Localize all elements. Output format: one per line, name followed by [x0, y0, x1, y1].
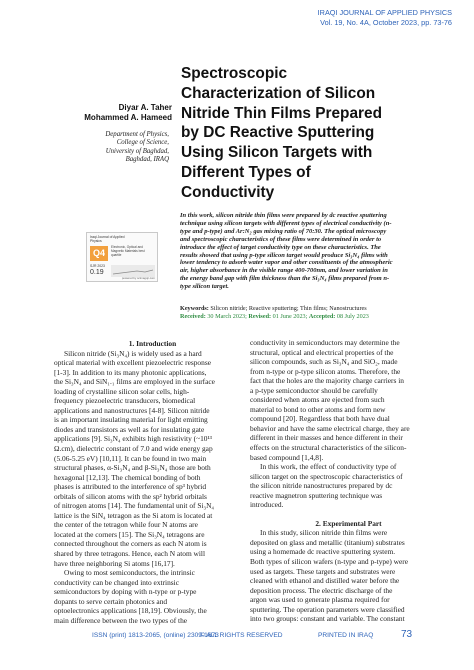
body-text-line: applications [9]. Si₃N₄ exhibits high resistivity (~10¹³	[54, 434, 212, 444]
affiliation	[49, 131, 169, 164]
body-text-line: frequency piezoelectric transducers, biomedical	[54, 396, 196, 406]
body-text-line: optoelectronics applications [18,19]. Obviously, the	[54, 606, 207, 616]
abstract-line: In this work, silicon nitride thin films were prepared by dc reactive sputtering	[180, 212, 387, 219]
quartile-badge: Q4	[90, 246, 108, 261]
body-text-line: diodes and transistors as well as for insulating gate	[54, 424, 205, 434]
title-line: by DC Reactive Sputtering	[181, 124, 375, 142]
revised-date: 01 June 2023;	[272, 312, 308, 320]
body-text-line: [1-3]. In addition to its many photonic applications,	[54, 367, 207, 377]
page-number: 73	[401, 629, 413, 640]
body-text-line: have three neighboring Si atoms [16,17].	[54, 558, 175, 568]
body-text-line: main difference between the two types of the	[54, 615, 188, 625]
keywords-label: Keywords:	[180, 305, 209, 312]
body-text-line: deposited on glass and metallic (titanium) substrates	[250, 537, 405, 547]
body-text-line: behavior and have the same electrical charge, they are	[250, 423, 410, 433]
abstract-line: introduce the effect of target conductivity type on these characteristics. The	[180, 243, 381, 251]
badge-category: Electronic, Optical and Magnetic Materials best quartile	[111, 245, 145, 257]
received-label: Received:	[180, 312, 206, 320]
body-text-line: Both types of silicon wafers (n-type and p-type) were	[250, 557, 409, 567]
body-text-line: Silicon nitride (Si₃N₄) is widely used as a hard	[64, 348, 202, 358]
journal-name: IRAQI JOURNAL OF APPLIED PHYSICS	[317, 8, 452, 17]
accepted-date: 08 July 2023	[336, 312, 369, 320]
body-text-line: located at the corners [15]. The Si₃N₄ tetragons are	[54, 529, 205, 539]
revised-label: Revised:	[248, 312, 272, 320]
title-line: Characterization of Silicon	[181, 84, 376, 102]
affiliation-line: Baghdad, IRAQ	[125, 155, 169, 163]
body-text-line: based compound [1,4,8].	[250, 452, 324, 462]
scimago-badge[interactable]	[86, 232, 158, 282]
title-line: Nitride Thin Films Prepared	[181, 104, 382, 122]
body-text-line: material to bond to other atoms and form new	[250, 404, 386, 414]
accepted-label: Accepted:	[308, 312, 336, 320]
left-column	[54, 338, 251, 625]
body-text-line: connected throughout the corners as each N atom is	[54, 539, 207, 549]
author: Mohammed A. Hameed	[84, 113, 172, 122]
body-text-line: cleaned with ethanol and distilled water before the	[250, 576, 400, 586]
keywords-block	[180, 305, 463, 320]
body-text-line: is an important insulating material for light emitting	[54, 415, 208, 425]
body-text-line: semiconductors by doping with n-type or p-type	[54, 587, 197, 597]
body-text-line: In this work, the effect of conductivity type of	[260, 462, 397, 472]
received-date: 30 March 2023;	[207, 312, 247, 320]
affiliation-line: University of Baghdad,	[105, 147, 169, 155]
sjr-value: 0.19	[90, 269, 104, 276]
body-text-line: silicon compounds, such as Si₃N₄ and SiO₂, made	[250, 357, 398, 367]
abstract-line: air, higher absorbance in the visible range 400-700nm, and lower variation in	[180, 267, 388, 275]
abstract-line: type silicon target.	[180, 283, 229, 291]
body-text-line: In this study, silicon nitride thin films were	[260, 528, 388, 538]
body-text-line: a p-type semiconductor should be carefully	[250, 385, 378, 395]
body-text-line: effects on the structural characteristics of the silicon-	[250, 443, 407, 453]
body-text-line: structural phases, α-Si₃N₄ and β-Si₃N₄ those are both	[54, 463, 211, 473]
body-text-line: reactive magnetron sputtering technique was	[250, 490, 383, 500]
body-text-line: from n-type or p-type silicon atoms. Therefore, the	[250, 366, 401, 376]
body-text-line: the Si₃N₄ and SiN₁.₁ films are employed in the surface	[54, 377, 215, 387]
body-text-line: applications and nanostructures [4-8]. Silicon nitride	[54, 405, 210, 415]
body-text-line: deposition process. The electric discharge of the	[250, 585, 393, 595]
badge-powered: powered by scimagojr.com	[121, 276, 155, 280]
body-text-line: the silicon nitride nanostructures prepared by dc	[250, 481, 393, 491]
right-column	[250, 338, 447, 624]
body-text-line: loading of crystalline silicon solar cells, high-	[54, 386, 190, 396]
body-text-line: considered when atoms are ejected from such	[250, 395, 385, 405]
abstract-line: lower tendency to adsorb water vapor and other constituents of the atmospheric	[180, 259, 393, 267]
footer-rights: © ALL RIGHTS RESERVED	[200, 632, 283, 639]
body-text-line: hexagonal [12,13]. The chemical bonding of both	[54, 472, 201, 482]
body-text-line: lattice is the SiN₄ tetragon as the Si atom is located at	[54, 510, 213, 520]
abstract-line: the energy band gap with film thickness than the Si₃N₄ films prepared from n-	[180, 275, 390, 283]
body-text-line: argon was used to generate plasma required for	[250, 595, 390, 605]
body-text-line: (5.06-5.25 eV) [10,11]. It can be found in two main	[54, 453, 207, 463]
affiliation-line: Department of Physics,	[105, 131, 169, 138]
body-text-line: orbitals of silicon atoms with the sp² hybrid orbitals	[54, 491, 207, 501]
page-footer	[0, 630, 474, 644]
body-text-line: dopants to serve certain photonics and	[54, 596, 168, 606]
dates-line	[180, 313, 463, 321]
body-text-line: the center of the tetragon while four N atoms are	[54, 520, 198, 530]
section-heading-experimental: 2. Experimental Part	[315, 518, 382, 528]
body-text-line: introduced.	[250, 500, 284, 510]
body-text-line: silicon target on the spectroscopic characteristics of	[250, 471, 403, 481]
body-text-line: compound [20]. Regardless that both have dual	[250, 414, 390, 424]
abstract-line: type and p-type) and Ar:N₂ gas mixing ratio of 70:30. The optical microscopy	[180, 227, 387, 235]
body-text-line: Owing to most semiconductors, the intrinsic	[64, 568, 195, 578]
keywords-text: Silicon nitride; Reactive sputtering; Thin films; Nanostructures	[210, 305, 367, 312]
abstract-line: results showed that using p-type silicon target would produce Si₃N₄ films with	[180, 251, 388, 259]
abstract-line: technique using silicon targets with different types of electrical conductivity (n-	[180, 219, 392, 227]
body-text-line: different in their masses and hence different in their	[250, 433, 403, 443]
body-text-line: fact that the holes are the majority charge carriers in	[250, 376, 404, 386]
title-line: Conductivity	[181, 183, 275, 201]
body-text-line: Ω.cm), dielectric constant of 7.0 and wide energy gap	[54, 444, 213, 454]
journal-header	[318, 8, 452, 27]
footer-issn: ISSN (print) 1813-2065, (online) 2309-1673	[92, 632, 219, 639]
author: Diyar A. Taher	[118, 103, 172, 112]
body-text-line: conductivity can be changed into extrinsic	[54, 577, 179, 587]
body-text-line: structural, optical and electrical properties of the	[250, 347, 394, 357]
abstract-line: and spectroscopic characteristics of these films were determined in order to	[180, 235, 382, 243]
body-text-line: phases is attributed to the interference of sp³ hybrid	[54, 482, 207, 492]
affiliation-line: College of Science,	[116, 139, 169, 147]
title-line: Spectroscopic	[181, 65, 288, 82]
badge-title: Iraqi Journal of Applied Physics	[90, 235, 125, 243]
paper-title	[181, 64, 466, 203]
body-text-line: into two groups: constant and variable. The constant	[250, 614, 405, 624]
title-line: Different Types of	[181, 163, 311, 181]
body-text-line: optical material with excellent piezoelectric response	[54, 358, 211, 368]
title-line: Using Silicon Targets with	[181, 144, 373, 162]
authors	[84, 103, 172, 123]
section-heading-introduction: 1. Introduction	[128, 339, 177, 348]
footer-printed: PRINTED IN IRAQ	[318, 632, 374, 639]
body-text-line: shared by three tetragons. Hence, each N atom will	[54, 549, 206, 559]
abstract	[180, 212, 463, 291]
body-text-line: of nitrogen atoms [14]. The fundamental unit of Si₃N₄	[54, 501, 214, 511]
body-text-line: using a homemade dc reactive sputtering system.	[250, 547, 396, 557]
journal-issue: Vol. 19, No. 4A, October 2023, pp. 73-76	[320, 17, 452, 27]
sjr-label: SJR 2023	[90, 264, 105, 268]
body-text-line: conductivity in semiconductors may determine the	[250, 338, 400, 347]
body-text-line: sputtering. The operation parameters were classified	[250, 604, 405, 614]
body-text-line: used as targets. These targets and substrates were	[250, 566, 396, 576]
